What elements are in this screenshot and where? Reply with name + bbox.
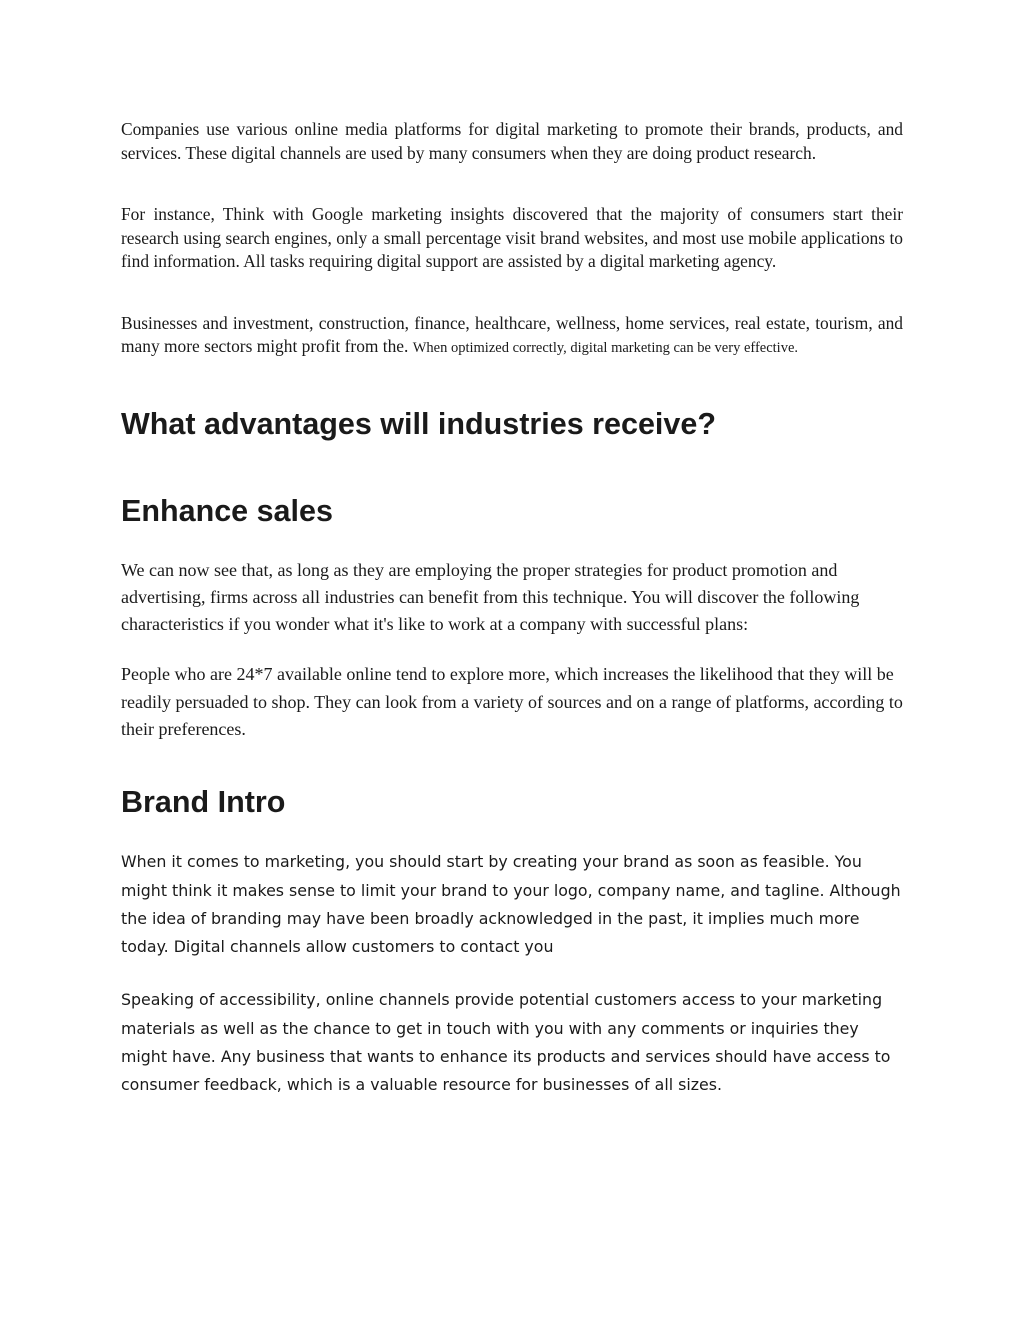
intro-paragraph-3-main: Businesses and investment, construction, finance, healthcare, wellness, home services, real estate, tourism, and many more sectors might profit from the. xyxy=(121,312,903,356)
document-page xyxy=(121,118,903,1100)
intro-paragraph-2: For instance, Think with Google marketing insights discovered that the majority of consumers start their research using search engines, only a small percentage visit brand websites, and most use mobile applications to find information. All tasks requiring digital support are assisted by a digital marketing agency. xyxy=(121,204,903,271)
brand-intro-paragraph-1: When it comes to marketing, you should start by creating your brand as soon as feasible. You might think it makes sense to limit your brand to your logo, company name, and tagline. Although the idea of branding may have been broadly acknowledged in the past, it implies much more today. Digital channels allow customers to contact you xyxy=(121,852,901,957)
advantages-heading: What advantages will industries receive? xyxy=(121,406,716,441)
intro-paragraph-3-tail: When optimized correctly, digital marketing can be very effective. xyxy=(412,340,799,356)
enhance-sales-paragraph-1: We can now see that, as long as they are employing the proper strategies for product promotion and advertising, firms across all industries can benefit from this technique. You will discover the following characteristics if you wonder what it's like to work at a company with successful plans: xyxy=(121,559,860,635)
enhance-sales-paragraph-2: People who are 24*7 available online tend to explore more, which increases the likelihood that they will be readily persuaded to shop. They can look from a variety of sources and on a range of platforms, according to their preferences. xyxy=(121,664,903,739)
intro-paragraph-1: Companies use various online media platforms for digital marketing to promote their brands, products, and services. These digital channels are used by many consumers when they are doing product research. xyxy=(121,119,903,163)
brand-intro-paragraph-2: Speaking of accessibility, online channels provide potential customers access to your marketing materials as well as the chance to get in touch with you with any comments or inquiries they might have. Any business that wants to enhance its products and services should have access to consumer feedback, which is a valuable resource for businesses of all sizes. xyxy=(121,990,891,1095)
intro-paragraph-3 xyxy=(121,312,903,361)
enhance-sales-heading: Enhance sales xyxy=(121,493,333,528)
brand-intro-heading: Brand Intro xyxy=(121,785,286,820)
